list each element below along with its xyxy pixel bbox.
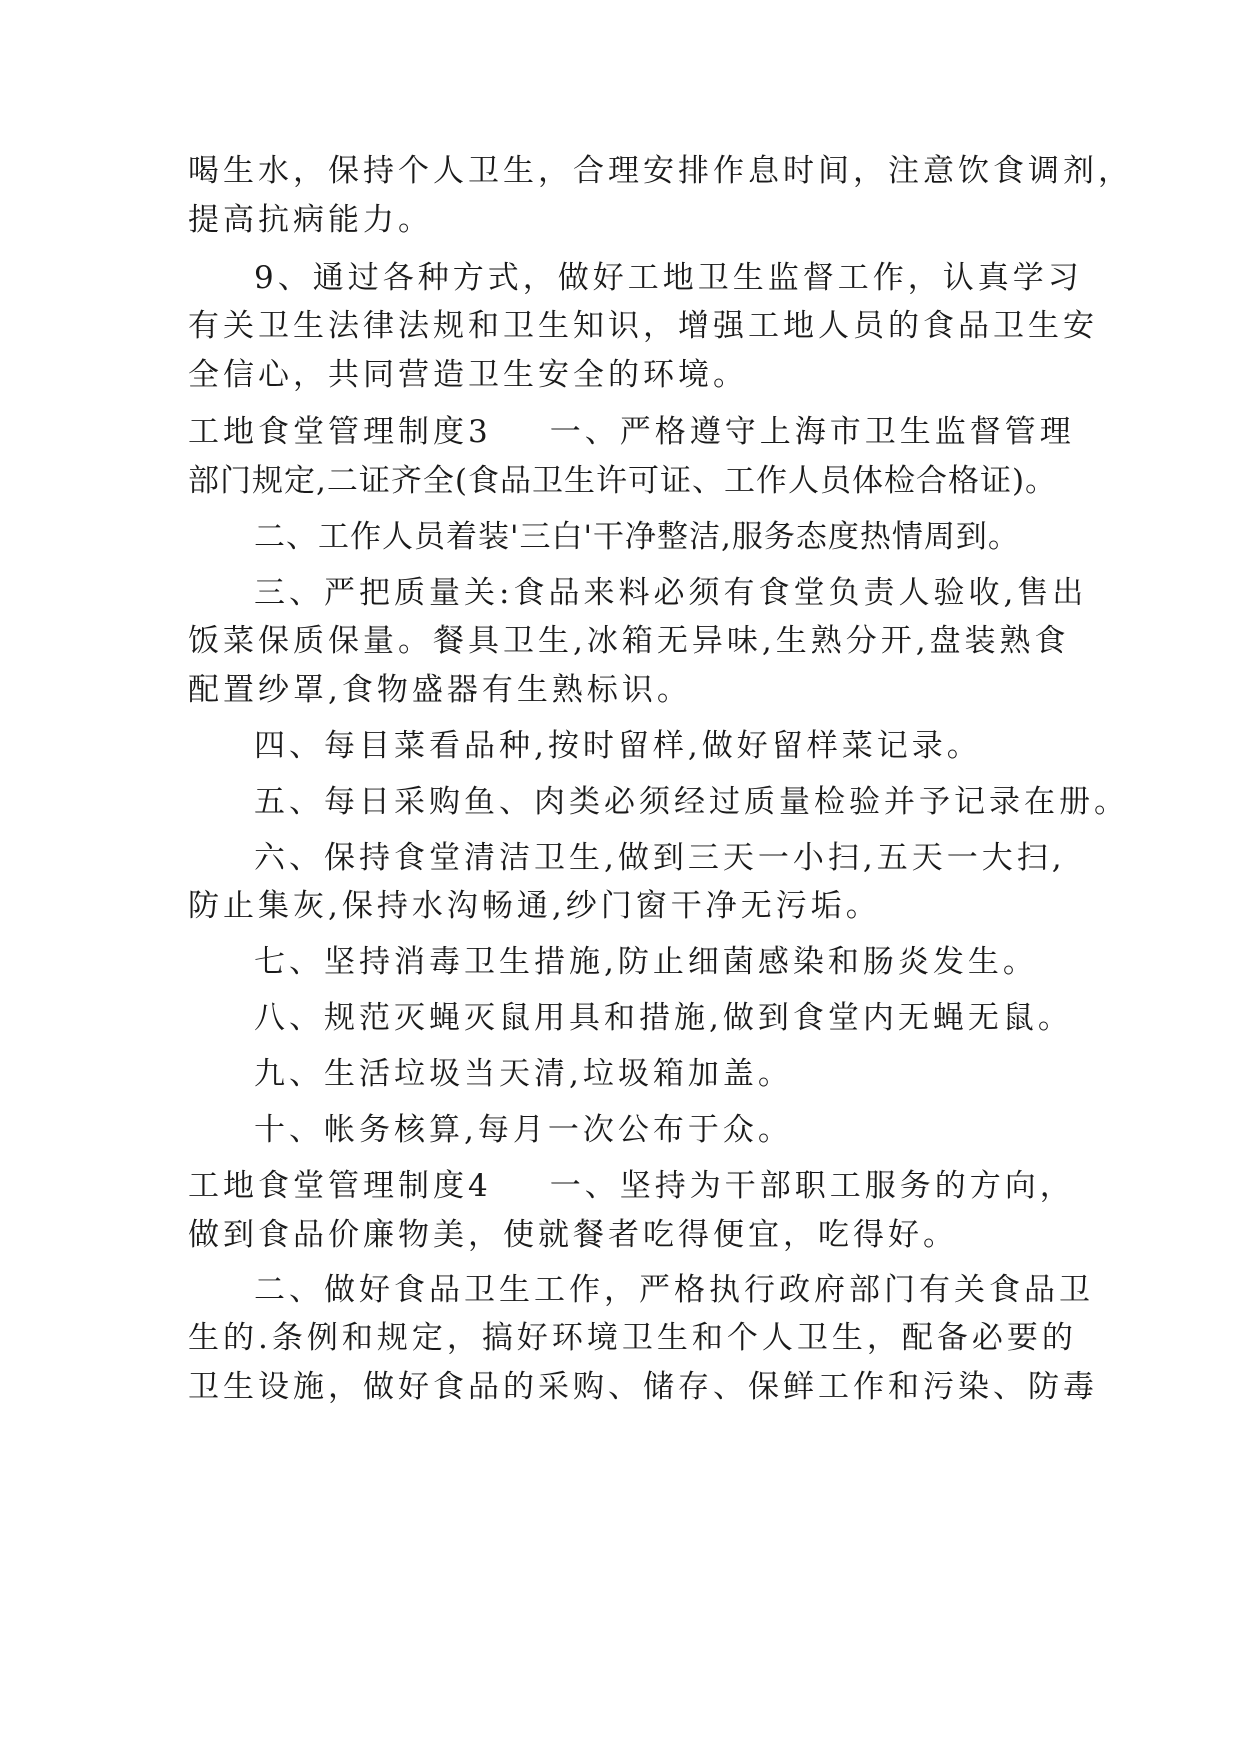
text-line: 配置纱罩,食物盛器有生熟标识。	[188, 672, 692, 708]
text-line: 三、严把质量关:食品来料必须有食堂负责人验收,售出	[254, 575, 1088, 611]
text-line: 二、工作人员着装'三白'干净整洁,服务态度热情周到。	[254, 519, 1020, 555]
text-line: 做到食品价廉物美，使就餐者吃得便宜，吃得好。	[188, 1217, 958, 1253]
text-line: 9、通过各种方式，做好工地卫生监督工作，认真学习	[254, 260, 1083, 296]
text-line: 喝生水，保持个人卫生，合理安排作息时间，注意饮食调剂，	[188, 153, 1133, 189]
text-line: 四、每目菜看品种,按时留样,做好留样菜记录。	[254, 728, 982, 764]
text-line: 有关卫生法律法规和卫生知识，增强工地人员的食品卫生安	[188, 308, 1098, 344]
text-line: 部门规定,二证齐全(食品卫生许可证、工作人员体检合格证)。	[188, 463, 1058, 499]
section-heading: 工地食堂管理制度3	[188, 414, 492, 450]
text-line: 九、生活垃圾当天清,垃圾箱加盖。	[254, 1056, 793, 1092]
text-line: 卫生设施，做好食品的采购、储存、保鲜工作和污染、防毒	[188, 1369, 1098, 1405]
text-line: 六、保持食堂清洁卫生,做到三天一小扫,五天一大扫,	[254, 840, 1066, 876]
text-line: 生的.条例和规定，搞好环境卫生和个人卫生，配备必要的	[188, 1320, 1077, 1356]
section-first-item: 一、坚持为干部职工服务的方向，	[549, 1168, 1075, 1204]
section-heading-line	[188, 412, 1075, 452]
text-line: 八、规范灭蝇灭鼠用具和措施,做到食堂内无蝇无鼠。	[254, 1000, 1073, 1036]
text-line: 二、做好食品卫生工作，严格执行政府部门有关食品卫	[254, 1272, 1094, 1308]
text-line: 五、每日采购鱼、肉类必须经过质量检验并予记录在册。	[254, 784, 1129, 820]
section-heading-line	[188, 1166, 1075, 1206]
text-line: 十、帐务核算,每月一次公布于众。	[254, 1112, 793, 1148]
text-line: 七、坚持消毒卫生措施,防止细菌感染和肠炎发生。	[254, 944, 1038, 980]
text-line: 提高抗病能力。	[188, 202, 433, 238]
section-heading: 工地食堂管理制度4	[188, 1168, 492, 1204]
text-line: 全信心，共同营造卫生安全的环境。	[188, 357, 748, 393]
text-line: 防止集灰,保持水沟畅通,纱门窗干净无污垢。	[188, 888, 881, 924]
section-first-item: 一、严格遵守上海市卫生监督管理	[549, 414, 1075, 450]
text-line: 饭菜保质保量。餐具卫生,冰箱无异味,生熟分开,盘装熟食	[188, 623, 1070, 659]
